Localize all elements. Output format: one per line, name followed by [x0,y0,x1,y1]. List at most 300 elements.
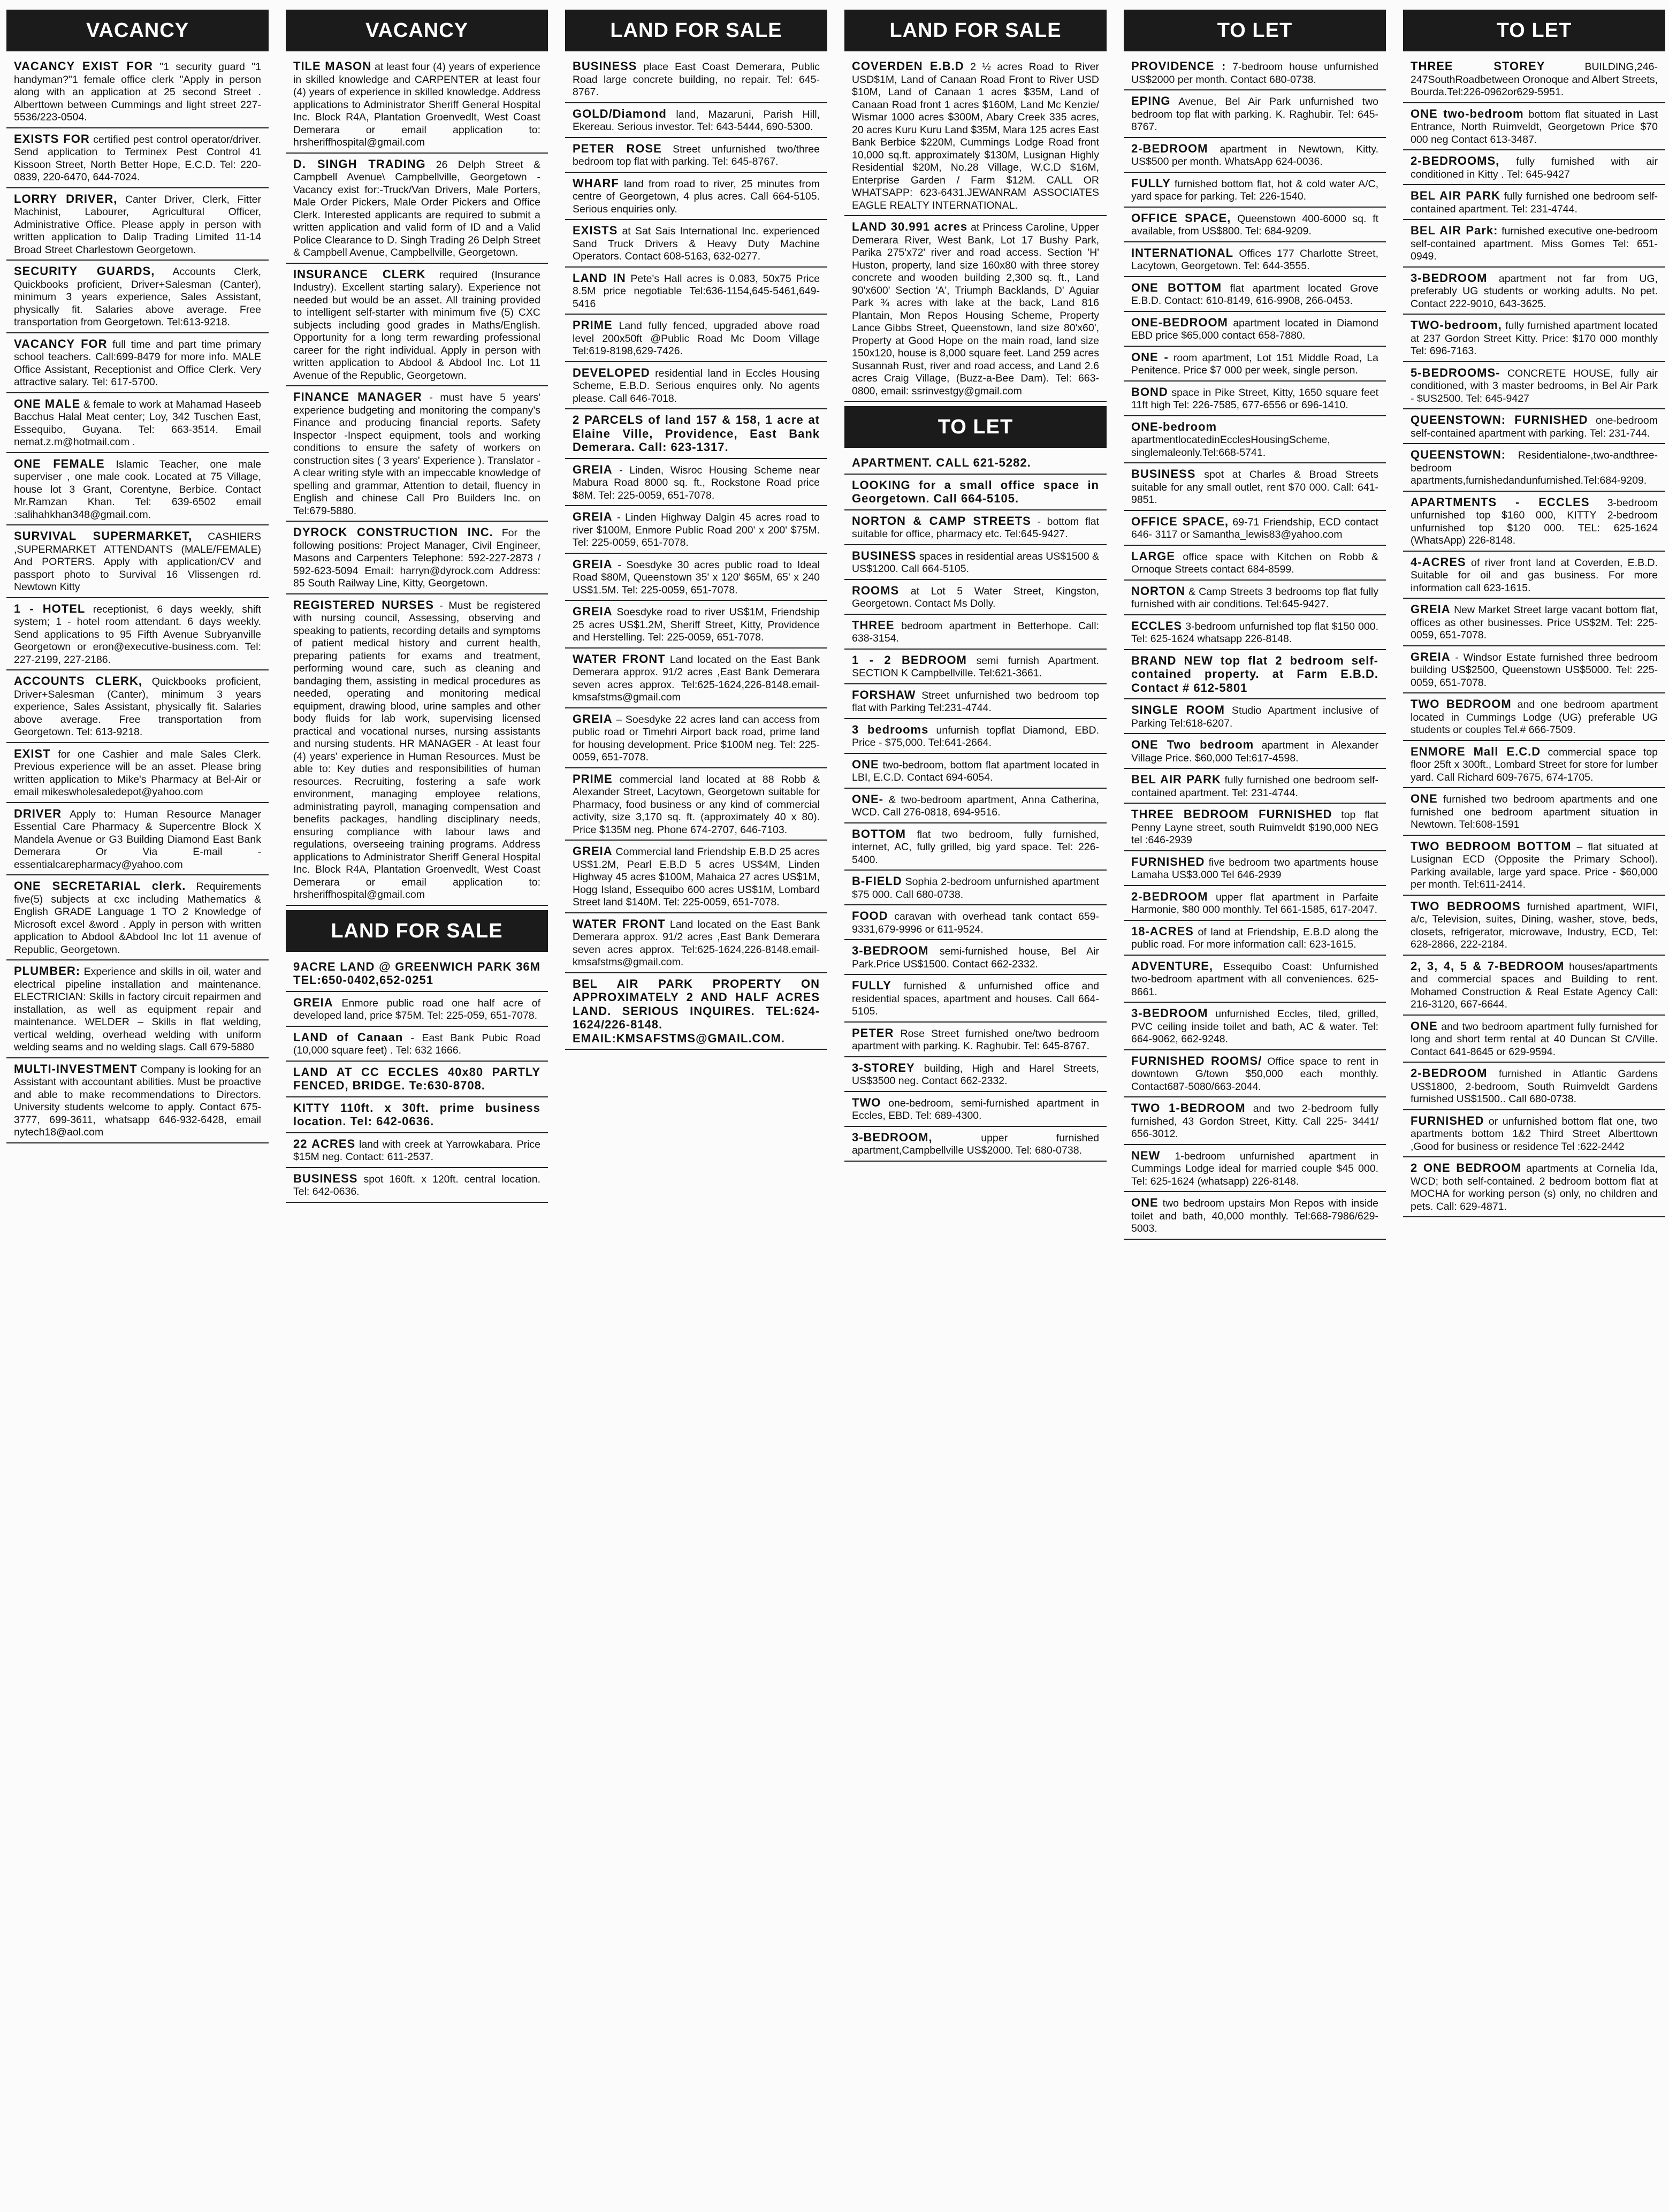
classified-ad [565,604,827,649]
ad-lead: PETER [852,1026,894,1040]
classified-ad [1124,653,1386,700]
ad-lead: INSURANCE CLERK [293,267,426,281]
ad-lead: APARTMENT. CALL 621-5282. [852,456,1031,469]
classified-ad [565,318,827,362]
ad-lead: NEW [1131,1148,1161,1162]
classified-ad [286,959,548,992]
ad-text: five bedroom two apartments house Lamaha US$3.000 Tel 646-2939 [1131,856,1378,881]
ad-lead: ONE- [852,792,883,806]
ad-lead: INTERNATIONAL [1131,246,1234,260]
classified-ad [1124,1054,1386,1098]
ad-lead: LARGE [1131,549,1175,563]
ad-text: at least four (4) years of experience in skilled knowledge and CARPENTER at least four (4) years of experience in skilled knowledge. Address applications to Administrator Sheriff General Hospital Inc. Block R4A, Plantation Groenvedlt, West Coast Demerara or email application to: hrsheriffhospital@gmail.com [293,61,540,148]
ad-text: one-bedroom, semi-furnished apartment in Eccles, EBD. Tel: 689-4300. [852,1097,1099,1122]
ad-lead: QUEENSTOWN: FURNISHED [1411,413,1588,426]
ad-text: and one bedroom apartment located in Cummings Lodge (UG) preferable UG students or couples Tel.# 666-7509. [1411,699,1658,736]
classified-ad [844,219,1107,402]
classified-ad [1403,106,1665,151]
ad-text: Queenstown 400-6000 sq. ft available, from US$800. Tel: 684-9209. [1131,212,1378,237]
ad-lead: PRIME [573,772,613,785]
classified-ad [1403,223,1665,268]
classified-ad [844,548,1107,580]
classified-ad [844,909,1107,940]
classified-column [565,10,827,2201]
ad-text: New Market Street large vacant bottom flat, offices as other businesses. Price US$2M. Tel: 225-0059, 651-7078. [1411,604,1658,641]
ad-lead: FOOD [852,909,888,922]
ad-lead: BEL AIR PARK [1411,189,1500,202]
section-heading: VACANCY [6,10,269,51]
classified-ad [565,141,827,173]
classified-ad [1124,584,1386,615]
classified-ad [1124,619,1386,650]
ad-text: Pete's Hall acres is 0.083, 50x75 Price 8.5M price negotiable Tel:636-1154,645-5461,649-5416 [573,272,820,310]
classified-ad [844,757,1107,789]
classified-ad [1403,1019,1665,1063]
classified-ad [1124,467,1386,511]
ad-lead: GREIA [293,995,333,1009]
ad-text: apartment located in Diamond EBD price $65,000 contact 658-7880. [1131,317,1378,341]
classified-ad [1124,419,1386,464]
ad-lead: ONE-bedroom [1131,419,1217,433]
ad-lead: GOLD/Diamond [573,106,667,120]
classified-ad [1124,514,1386,546]
ad-lead: 2 PARCELS of land 157 & 158, 1 acre at Elaine Ville, Providence, East Bank Demerara. Call: 623-1317. [573,413,820,454]
classified-ad [6,1062,269,1143]
classified-ad [1124,59,1386,90]
ad-text: houses/apartments and commercial spaces and Building to rent. Mohamed Construction & Real Estate Agency Call: 216-3120, 667-6644. [1411,960,1658,1010]
ad-lead: DEVELOPED [573,365,650,379]
ad-lead: BEL AIR PARK PROPERTY ON APPROXIMATELY 2 AND HALF ACRES LAND. SERIOUS INQUIRES. TEL:624-1624/226-8148. EMAIL:KMSAFSTMS@GMAIL.COM. [573,977,820,1045]
classified-ad [1403,447,1665,492]
ad-text: commercial space top floor 25ft x 300ft., Lombard Street for store for lumber yard. Call Richard 609-7675, 674-1705. [1411,746,1658,783]
ad-text: For the following positions: Project Manager, Civil Engineer, Masons and Carpenters Telephone: 592-227-2873 / 592-623-5094 Email: harryn@dyrock.com Address: 85 South Railway Line, Kitty, Georgetown. [293,527,540,589]
classified-ad [1403,59,1665,103]
ad-text: room apartment, Lot 151 Middle Road, La Penitence. Price $7 000 per week, single person. [1131,352,1378,376]
classified-ad [565,176,827,220]
ad-text: CONCRETE HOUSE, fully air conditioned, with 3 master bedrooms, in Bel Air Park - $US2500. Tel: 645-9427 [1411,367,1658,405]
ad-text: furnished apartment, WIFI, a/c, Television, suites, Dining, washer, stove, beds, closets, refrigerator, microwave, Industry, ECD, Tel: 628-2866, 222-2184. [1411,901,1658,950]
classified-ad [1124,772,1386,804]
classified-ad [286,995,548,1027]
ad-lead: COVERDEN E.B.D [852,59,964,73]
classified-ad [844,59,1107,216]
ad-text: Islamic Teacher, one male superviser , one male cook. Located at 75 Village, house lot 3 Grant, Corentyne, Berbice. Contact Mr.Ramzan Khan. Tel: 639-6502 email :salihahkhan348@gmail.com. [14,458,261,521]
ad-lead: ONE [1411,1019,1438,1033]
ad-lead: ONE - [1131,350,1169,364]
ad-text: office space with Kitchen on Robb & Ornoque Streets contact 684-8599. [1131,551,1378,575]
ad-text: 3-bedroom unfurnished top $160 000, KITTY 2-bedroom unfurnished top $120 000. TEL: 625-1624 (WhatsApp) 226-8148. [1411,497,1658,546]
classified-ad [1124,855,1386,886]
ad-lead: LAND AT CC ECCLES 40x80 PARTLY FENCED, BRIDGE. Te:630-8708. [293,1065,540,1092]
ad-text: at Sat Sais International Inc. experienced Sand Truck Drivers & Heavy Duty Machine Operators. Contact 608-5163, 632-0277. [573,225,820,262]
ad-text: bottom flat situated in Last Entrance, North Ruimveldt, Georgetown Price $70 000 neg Contact 613-3487. [1411,108,1658,146]
ad-text: Office space to rent in downtown G/town $50,000 each monthly. Contact687-5080/663-2044. [1131,1055,1378,1093]
classified-column [844,10,1107,2201]
ad-lead: VACANCY FOR [14,337,108,350]
classified-ad [286,525,548,594]
ad-lead: EPING [1131,94,1171,108]
classified-ad [565,413,827,459]
classified-ad [1124,94,1386,138]
classified-ad [565,106,827,138]
classified-ad [6,964,269,1058]
ad-lead: OFFICE SPACE, [1131,211,1231,225]
classified-ad [6,337,269,393]
ad-text: land with creek at Yarrowkabara. Price $15M neg. Contact: 611-2537. [293,1138,541,1163]
ad-lead: LAND IN [573,271,626,285]
classified-ad [844,943,1107,975]
section-heading: TO LET [1124,10,1386,51]
ad-lead: KITTY 110ft. x 30ft. prime business location. Tel: 642-0636. [293,1101,540,1128]
ad-lead: WHARF [573,176,619,190]
classified-ad [565,365,827,410]
ad-lead: GREIA [573,557,613,571]
classified-ad [565,557,827,601]
ad-lead: ONE [1411,792,1438,805]
ad-text: fully furnished apartment located at 237 Gordon Street Kitty. Price: $170 000 monthly Tel: 696-7163. [1411,320,1658,357]
ad-text: upper flat apartment in Parfaite Harmonie, $80 000 monthly. Tel 661-1585, 617-2047. [1131,891,1378,916]
ad-lead: PRIME [573,318,613,332]
classified-ad [844,1095,1107,1127]
ad-lead: 2-BEDROOM [1131,141,1208,155]
classified-ad [1403,744,1665,789]
classified-ad [1403,1161,1665,1217]
ad-text: – flat situated at Lusignan ECD (Opposite the Primary School). Parking available, large yard space. Price - $60,000 per month. Tel:611-2414. [1411,841,1658,890]
ad-lead: BOTTOM [852,827,906,841]
classified-ad [1403,650,1665,694]
ad-text: Soesdyke road to river US$1M, Friendship 25 acres US$1.2M, Sheriff Street, Kitty, Providence and Herstelling. Tel: 225-0059, 651-7078. [573,606,820,643]
ad-lead: THREE STOREY [1411,59,1545,73]
ad-lead: D. SINGH TRADING [293,157,426,171]
ad-text: Avenue, Bel Air Park unfurnished two bedroom top flat with parking. K. Raghubir. Tel: 645-8767. [1131,96,1378,133]
ad-lead: BRAND NEW top flat 2 bedroom self-contained property. at Farm E.B.D. Contact # 612-5801 [1131,653,1378,695]
classified-ad [1124,807,1386,851]
ad-text: - Soesdyke 30 acres public road to Ideal Road $80M, Queenstown 35' x 120' $65M, 65' x 240 US$1.5M. Tel: 225-0059, 651-7078. [573,559,820,596]
ad-lead: NORTON & CAMP STREETS [852,514,1031,528]
ad-text: Canter Driver, Clerk, Fitter Machinist, Labourer, Agricultural Officer, Administrative Office. Please apply in person with written application to Dalip Trading Limited 11-14 Broad Street Charlestown Georgetown. [14,193,261,256]
classified-ad [565,223,827,268]
ad-lead: TILE MASON [293,59,372,73]
ad-lead: B-FIELD [852,874,902,888]
ad-lead: 3-BEDROOM [1411,271,1488,285]
ad-text: - bottom flat suitable for office, pharmacy etc. Tel:645-9427. [852,515,1099,540]
ad-text: - Windsor Estate furnished three bedroom building US$2500, Queenstown US$5000. Tel: 225-0059, 651-7078. [1411,651,1658,689]
classified-ad [286,267,548,387]
ad-text: flat apartment located Grove E.B.D. Contact: 610-8149, 616-9908, 266-0453. [1131,282,1378,307]
ad-text: & two-bedroom apartment, Anna Catherina, WCD. Call 276-0818, 694-9516. [852,794,1099,818]
ad-lead: GREIA [1411,602,1451,616]
classified-column [6,10,269,2201]
ad-lead: 1 - 2 BEDROOM [852,653,967,667]
ad-text: apartment in Newtown, Kitty. US$500 per month. WhatsApp 624-0036. [1131,143,1378,167]
ad-text: Street unfurnished two bedroom top flat with Parking Tel:231-4744. [852,689,1099,714]
ad-lead: 2, 3, 4, 5 & 7-BEDROOM [1411,959,1565,973]
classified-ad [844,1061,1107,1092]
classified-ad [565,712,827,768]
classified-ad [286,1136,548,1168]
ad-lead: EXISTS FOR [14,132,90,146]
classified-ad [286,598,548,906]
ad-text: 1-bedroom unfurnished apartment in Cummings Lodge ideal for married couple $45 000. Tel: 625-1624 (whatsapp) 226-8148. [1131,1150,1378,1187]
ad-text: land from road to river, 25 minutes from centre of Georgetown, 4 plus acres. Call 664-5105. Serious enquiries only. [573,178,820,215]
classified-ad [1124,385,1386,416]
ad-text: and two 2-bedroom fully furnished, 43 Gordon Street, Kitty. Call 225- 3441/ 656-3012. [1131,1103,1378,1140]
ad-lead: ONE SECRETARIAL clerk. [14,879,186,893]
ad-lead: 2-BEDROOM [1411,1066,1488,1080]
ad-lead: SECURITY GUARDS, [14,264,155,278]
classified-ad [565,977,827,1050]
ad-lead: GREIA [573,462,613,476]
ad-text: receptionist, 6 days weekly, shift system; 1 - hotel room attendant. 6 days weekly. Send applications to 95 Fifth Avenue Subryanville Georgetown or eron@executive-business.com. Tel: 227-2199, 227-2186. [14,603,261,666]
ad-lead: 3-STOREY [852,1061,915,1074]
classified-ad [844,478,1107,510]
ad-lead: LOOKING for a small office space in Georgetown. Call 664-5105. [852,478,1099,505]
ad-lead: 3-BEDROOM, [852,1130,933,1144]
classified-ad [565,59,827,103]
ad-text: unfurnish topflat Diamond, EBD. Price - $75,000. Tel:641-2664. [852,724,1099,749]
classified-ad [844,653,1107,684]
ad-lead: TWO BEDROOM [1411,697,1512,711]
ad-text: Offices 177 Charlotte Street, Lacytown, Georgetown. Tel: 644-3555. [1131,247,1378,272]
classified-ad [286,390,548,522]
ad-lead: GREIA [1411,650,1451,663]
ad-lead: 2 ONE BEDROOM [1411,1161,1522,1174]
ad-text: Rose Street furnished one/two bedroom apartment with parking. K. Raghubir. Tel: 645-8767. [852,1027,1099,1052]
section-heading: LAND FOR SALE [844,10,1107,51]
ad-text: building, High and Harel Streets, US$3500 neg. Contact 662-2332. [852,1062,1099,1087]
ad-text: Company is looking for an Assistant with accountant abilities. Must be proactive and able to make recommendations to Directors. University students welcome to apply. Contact 675-3777, 699-3611, whatsapp 646-932-6428, email nytech18@aol.com [14,1063,261,1138]
classified-ad [6,529,269,598]
ad-text: Land fully fenced, upgraded above road level 200x50ft @Public Road Mc Doom Village Tel:619-8198,629-7426. [573,320,820,357]
classified-ad [1403,188,1665,220]
ad-text: Requirements five(5) subjects at cxc including Mathematics & English GRADE Language 1 TO 2 Knowledge of Microsoft excel &word . Apply in person with written application to Abdool &Abdool Inc lot 11 avenue of Republic, Georgetown. [14,881,262,956]
ad-lead: FINANCE MANAGER [293,390,422,403]
ad-text: – Soesdyke 22 acres land can access from public road or Timehri Airport back road, prime land for housing development. Price $100M neg. Tel: 225-0059, 651-7078. [573,713,820,763]
ad-text: "1 security guard "1 handyman?"1 female office clerk "Apply in person along with an application at 25 second Street . Alberttown between Cummings and light street 227-5536/223-0504. [14,61,261,123]
ad-text: semi-furnished house, Bel Air Park.Price US$1500. Contact 662-2332. [852,945,1099,970]
section-heading: TO LET [1403,10,1665,51]
ad-text: of river front land at Coverden, E.B.D. Suitable for oil and gas business. For more information call 623-1615. [1411,556,1658,594]
classified-ad [844,688,1107,719]
ad-lead: ONE BOTTOM [1131,280,1222,294]
ad-lead: FORSHAW [852,688,916,701]
ad-lead: THREE [852,618,895,632]
ad-text: residential land in Eccles Housing Scheme, E.B.D. Serious enquires only. No agents please. Call 646-7018. [573,367,820,405]
classified-ad [1403,555,1665,599]
ad-lead: WATER FRONT [573,917,666,930]
ad-text: furnished in Atlantic Gardens US$1800, 2-bedroom, South Ruimveldt Gardens furnished US$1500.. Call 680-0738. [1411,1068,1658,1105]
classified-ad [1403,495,1665,552]
ad-lead: ONE two-bedroom [1411,106,1524,120]
ad-lead: DRIVER [14,806,62,820]
ad-lead: WATER FRONT [573,652,666,666]
classified-ad [6,132,269,188]
ad-lead: BUSINESS [293,1171,358,1185]
ad-text: at Princess Caroline, Upper Demerara River, West Bank, Lot 17 Bushy Park, Parika 275'x72' river and road access. Section 'H' Huston, property, land size 160x80 with three storey concrete and wooden building 2,300 sq. ft., Land 90'x600' Section 'A', Triumph Backlands, D' Aguiar Park ¾ acres with lake at the back, Land 816 Plantain, Mon Repos Housing Scheme, Property Lance Gibbs Street, Queenstown, land size 80'x60', Property at Good Hope on the main road, land size 150x120, house is 8,000 square feet. Land 259 acres Susannah Rust, river and road access, and Land 2.6 acres Craig Village, (Buzz-a-Bee Dam). Tel: 663-0800, email: ssrinvestgy@gmail.com [852,222,1099,397]
classified-ad [286,1171,548,1203]
ad-text: required (Insurance Industry). Excellent starting salary). Experience not needed but would be an asset. All training provided to intelligent self-starter with minimum five (5) CXC subjects including good grades in Maths/English. Opportunity for a long term rewarding professional career for the right individual. Apply in person with written application to Abdool & Abdool Inc. Lot 11 Avenue of the Republic, Georgetown. [293,269,540,382]
ad-text: Commercial land Friendship E.B.D 25 acres US$1.2M, Pearl E.B.D 5 acres US$4M, Linden Highway 45 acres $100M, Mahaica 27 acres US$1M, Hogg Island, Essequibo 600 acres US$1M, Lombard Street land $140M. Tel: 225-0059, 651-7078. [573,846,820,908]
classified-ad [1403,271,1665,315]
ad-text: Quickbooks proficient, Driver+Salesman (Canter), minimum 3 years experience, Sales Assistant, physically fit. Salaries above average. Free transportation from Georgetown. Tel: 613-9218. [14,676,261,738]
ad-lead: TWO 1-BEDROOM [1131,1101,1246,1115]
ad-text: & female to work at Mahamad Haseeb Bacchus Halal Meat center; Loy, 342 Tuschen East, Essequibo, Guyana. Tel: 663-3514. Email nemat.z.m@hotmail.com . [14,398,261,448]
ad-lead: 9ACRE LAND @ GREENWICH PARK 36M TEL:650-0402,652-0251 [293,959,540,987]
ad-lead: 5-BEDROOMS- [1411,365,1500,379]
ad-lead: ONE-BEDROOM [1131,315,1228,329]
ad-text: Experience and skills in oil, water and electrical pipeline installation and maintenance. ELECTRICIAN: Skills in factory circuit repairmen and installation, as well as equipment repair and maintenance. WELDER – Skills in flat welding, vertical welding, overhead welding with uniform welding seams and no welding slags. Call 679-5880 [14,966,261,1053]
ad-text: space in Pike Street, Kitty, 1650 square feet 11ft high Tel: 226-7585, 677-6556 or 696-1410. [1131,386,1378,411]
ad-text: semi furnish Apartment. SECTION K Campbellville. Tel:621-3661. [852,654,1099,679]
ad-text: spaces in residential areas US$1500 & US$1200. Call 664-5105. [852,550,1099,575]
ad-lead: BEL AIR PARK [1131,773,1221,786]
ad-lead: 3-BEDROOM [1131,1006,1208,1020]
classified-ad [6,456,269,526]
ad-text: Sophia 2-bedroom unfurnished apartment $75 000. Call 680-0738. [852,876,1099,901]
classified-ad [1403,839,1665,896]
classified-ad [844,583,1107,615]
ad-lead: APARTMENTS - ECCLES [1411,495,1590,509]
classified-column [1124,10,1386,2201]
ad-lead: TWO BEDROOMS [1411,899,1521,913]
ad-text: place East Coast Demerara, Public Road large concrete building, no repair. Tel: 645-8767. [573,61,820,98]
classified-ad [6,396,269,453]
classified-column [1403,10,1665,2201]
ad-text: 2 ½ acres Road to River USD$1M, Land of Canaan Road Front to River USD $10M, Land of Canaan 1 acres $35M, Land of Canaan Road front 1 acres $160M, Land Mc Kenzie/ Wismar 1000 acres $300M, Abary Creek 335 acres, 20 acres Kuru Kuru Land $35M, Mara 125 acres East Bank Berbice $220M, Cummings Lodge Road front 10,000 sq.ft. approximately $130M, Lusignan Highly Residential $20M, No.28 Village, W.C.D $16M, Enterprise Garden / Farm $12M. CALL OR WHATSAPP: 623-6431.JEWANRAM ASSOCIATES EAGLE REALTY INTERNATIONAL. [852,61,1099,211]
ad-lead: 3 bedrooms [852,722,929,736]
ad-lead: ONE [852,757,879,771]
classified-ad [1124,176,1386,208]
classified-ad [286,157,548,264]
classified-ad [565,844,827,913]
classified-ad [6,264,269,333]
ad-text: flat two bedroom, fully furnished, internet, AC, fully grilled, big yard space. Tel: 226-5400. [852,828,1099,866]
ad-text: Street unfurnished two/three bedroom top flat with parking. Tel: 645-8767. [573,143,820,167]
classified-ad [844,978,1107,1023]
classified-ad [1403,365,1665,410]
ad-text: spot at Charles & Broad Streets suitable for any small outlet, rent $70 000. Call: 641-9851. [1131,469,1378,506]
classified-ad [844,1130,1107,1162]
ad-lead: OFFICE SPACE, [1131,514,1229,528]
classified-ad [565,509,827,554]
ad-text: - Linden Highway Dalgin 45 acres road to river $100M, Enmore Public Road 200' x 200' $75M. Tel: 225-0059, 651-7078. [573,512,820,548]
ad-text: commercial land located at 88 Robb & Alexander Street, Lacytown, Georgetown suitable for Pharmacy, food business or any kind of commercial activity, size 3,170 sq. ft. (approximately 40 x 80). Price $135M neg. Phone 674-2707, 646-7103. [573,773,820,836]
ad-text: - East Bank Pubic Road (10,000 square feet) . Tel: 632 1666. [293,1032,540,1056]
ad-text: apartment not far from UG, preferably UG students or working adults. No pet. Contact 222-9010, 643-3625. [1411,272,1658,310]
ad-lead: GREIA [573,605,613,618]
ad-lead: FURNISHED [1411,1113,1484,1127]
ad-lead: ONE [1131,1196,1159,1209]
ad-lead: NORTON [1131,584,1185,598]
ad-lead: ACCOUNTS CLERK, [14,674,143,688]
ad-lead: FURNISHED ROOMS/ [1131,1054,1262,1067]
ad-text: land, Mazaruni, Parish Hill, Ekereau. Serious investor. Tel: 643-5444, 690-5300. [573,108,820,133]
ad-text: furnished & unfurnished office and residential spaces, apartment and houses. Call 664-5105. [852,980,1099,1017]
ad-lead: FULLY [1131,176,1171,190]
classified-ad [286,1065,548,1097]
ad-lead: FULLY [852,979,891,992]
ad-lead: VACANCY EXIST FOR [14,59,153,73]
ad-text: caravan with overhead tank contact 659-9331,679-9996 or 611-9524. [852,911,1099,935]
classified-ad [844,514,1107,545]
ad-text: Land located on the East Bank Demerara approx. 91/2 acres ,East Bank Demerara seven acres approx. Tel:625-1624,226-8148.email-kmsafstms@gmail.com [573,653,820,703]
ad-text: apartment in Alexander Village Price. $60,000 Tel:617-4598. [1131,739,1378,764]
classified-ad [1124,315,1386,347]
classified-ad [6,879,269,960]
ad-text: unfurnished Eccles, tiled, grilled, PVC ceiling inside toilet and bath, AC & water. Tel: 664-9062, 662-9248. [1131,1008,1378,1045]
ad-lead: BUSINESS [852,548,917,562]
ad-text: - must have 5 years' experience budgeting and monitoring the company's Finance and producing financial reports. Safety Inspector -Inspect equipment, tools and working conditions to ensure the safety of workers on construction sites ( 3 years' Experience ). Translator - A clear writing style with an impeccable knowledge of spelling and grammar, Attention to detail, fluency in English and chinese Call Pro Builders Inc. on Tel:679-5880. [293,392,540,517]
ad-lead: EXIST [14,746,51,760]
ad-lead: ROOMS [852,583,900,597]
classified-ad [1124,211,1386,242]
ad-lead: LAND 30.991 acres [852,220,968,233]
ad-text: 26 Delph Street & Campbell Avenue\ Campbellville, Georgetown - Vacancy exist for:-Truck/Van Drivers, Male Porters, Male Order Pickers, Male Order Pickers and Office Clerk. Interested applicants are required to submit a written application and valid form of ID and a Valid Police Clearance to D. Singh Trading 26 Delph Street & Campbell Avenue, Campbellville, Georgetown. [293,158,540,258]
classified-ad [286,1030,548,1062]
ad-lead: BUSINESS [1131,467,1196,480]
classified-ad [844,618,1107,650]
classified-ad [1124,959,1386,1003]
ad-lead: ONE FEMALE [14,456,105,470]
ad-lead: 2-BEDROOMS, [1411,154,1500,167]
ad-text: apartmentlocatedinEcclesHousingScheme, singlemaleonly.Tel:668-5741. [1131,434,1330,459]
ad-lead: REGISTERED NURSES [293,598,434,612]
ad-lead: SURVIVAL SUPERMARKET, [14,529,193,543]
classified-ad [1124,1148,1386,1193]
ad-text: BUILDING,246-247SouthRoadbetween Oronoque and Albert Streets, Bourda.Tel:226-0962or629-5951. [1411,61,1658,98]
ad-lead: BOND [1131,385,1168,399]
classified-ad [1124,1101,1386,1145]
classified-ad [1403,959,1665,1016]
ad-lead: QUEENSTOWN: [1411,448,1506,461]
ad-text: furnished two bedroom apartments and one furnished one bedroom apartment situation in Newtown. Tel:608-1591 [1411,794,1658,830]
ad-lead: TWO BEDROOM BOTTOM [1411,839,1572,853]
classified-ad [844,455,1107,475]
section-heading: LAND FOR SALE [565,10,827,51]
ad-lead: PLUMBER: [14,964,81,978]
ad-text: two bedroom upstairs Mon Repos with inside toilet and bath, 40,000 monthly. Tel:668-7986/629-5003. [1131,1197,1378,1234]
ad-text: furnished executive one-bedroom self-contained apartment. Miss Gomes Tel: 651-0949. [1411,225,1658,262]
ad-text: certified pest control operator/driver. Send application to Terminex Pest Control 41 Kissoon Street, North Better Hope, E.C.D. Tel: 220-0839, 220-6470, 644-7024. [14,133,261,183]
ad-text: furnished bottom flat, hot & cold water A/C, yard space for parking. Tel: 226-1540. [1131,178,1378,202]
ad-lead: GREIA [573,510,613,523]
ad-lead: ONE Two bedroom [1131,738,1254,751]
classified-ad [1124,141,1386,173]
ad-text: Accounts Clerk, Quickbooks proficient, Driver+Salesman (Canter), minimum 3 years experience, Sales Assistant, physically fit. Salaries above average. Free transportation from Georgetown. Tel:613-9218. [14,266,262,328]
classified-ad [844,792,1107,823]
ad-text: 69-71 Friendship, ECD contact 646- 3117 or Samantha_lewis83@yahoo.com [1131,516,1378,540]
classified-ad [6,601,269,671]
ad-text: spot 160ft. x 120ft. central location. Tel: 642-0636. [293,1173,540,1197]
ad-lead: PETER ROSE [573,141,662,155]
classified-ad [1124,280,1386,312]
ad-lead: ECCLES [1131,619,1183,632]
classified-ad [1403,413,1665,444]
ad-lead: GREIA [573,712,613,726]
classified-ad [844,722,1107,754]
ad-lead: THREE BEDROOM FURNISHED [1131,807,1332,821]
ad-text: - Must be registered with nursing council, Assessing, observing and speaking to patients, recording details and symptoms of patient medical history and current health, preparing patients for exams and treatment, performing wound care, such as cleaning and bandaging them, assisting in medical procedures as needed, operating and monitoring medical equipment, drawing blood, urine samples and other body fluids for lab work, supervising licensed practical and vocational nurses, nursing assistants and nursing students. HR MANAGER - At least four (4) years' experience in Human Resources. Must be able to: Key duties and responsibilities of human resources. Recruiting, fostering a safe work environment, managing employee relations, administrating payroll, managing compensation and benefits packages, handling disciplinary needs, ensuring compliance with labour laws and regulations, overseeing training programs. Address applications to Administrator Sheriff General Hospital Inc. Block R4A, Plantation Groenvedlt, West Coast Demerara or email application to: hrsheriffhospital@gmail.com [293,599,540,901]
classified-ad [565,652,827,708]
ad-lead: LAND of Canaan [293,1030,403,1044]
classified-ad [6,192,269,261]
ad-lead: FURNISHED [1131,855,1205,868]
classified-ad [1124,1006,1386,1050]
classified-ad [1403,602,1665,646]
classified-ad [1403,318,1665,362]
ad-text: full time and part time primary school teachers. Call:699-8479 for more info. MALE Office Assistant, Receptionist and Office Clerk. Very attractive salary. Tel: 617-5700. [14,338,261,388]
ad-text: upper furnished apartment,Campbellville US$2000. Tel: 680-0738. [852,1132,1099,1156]
